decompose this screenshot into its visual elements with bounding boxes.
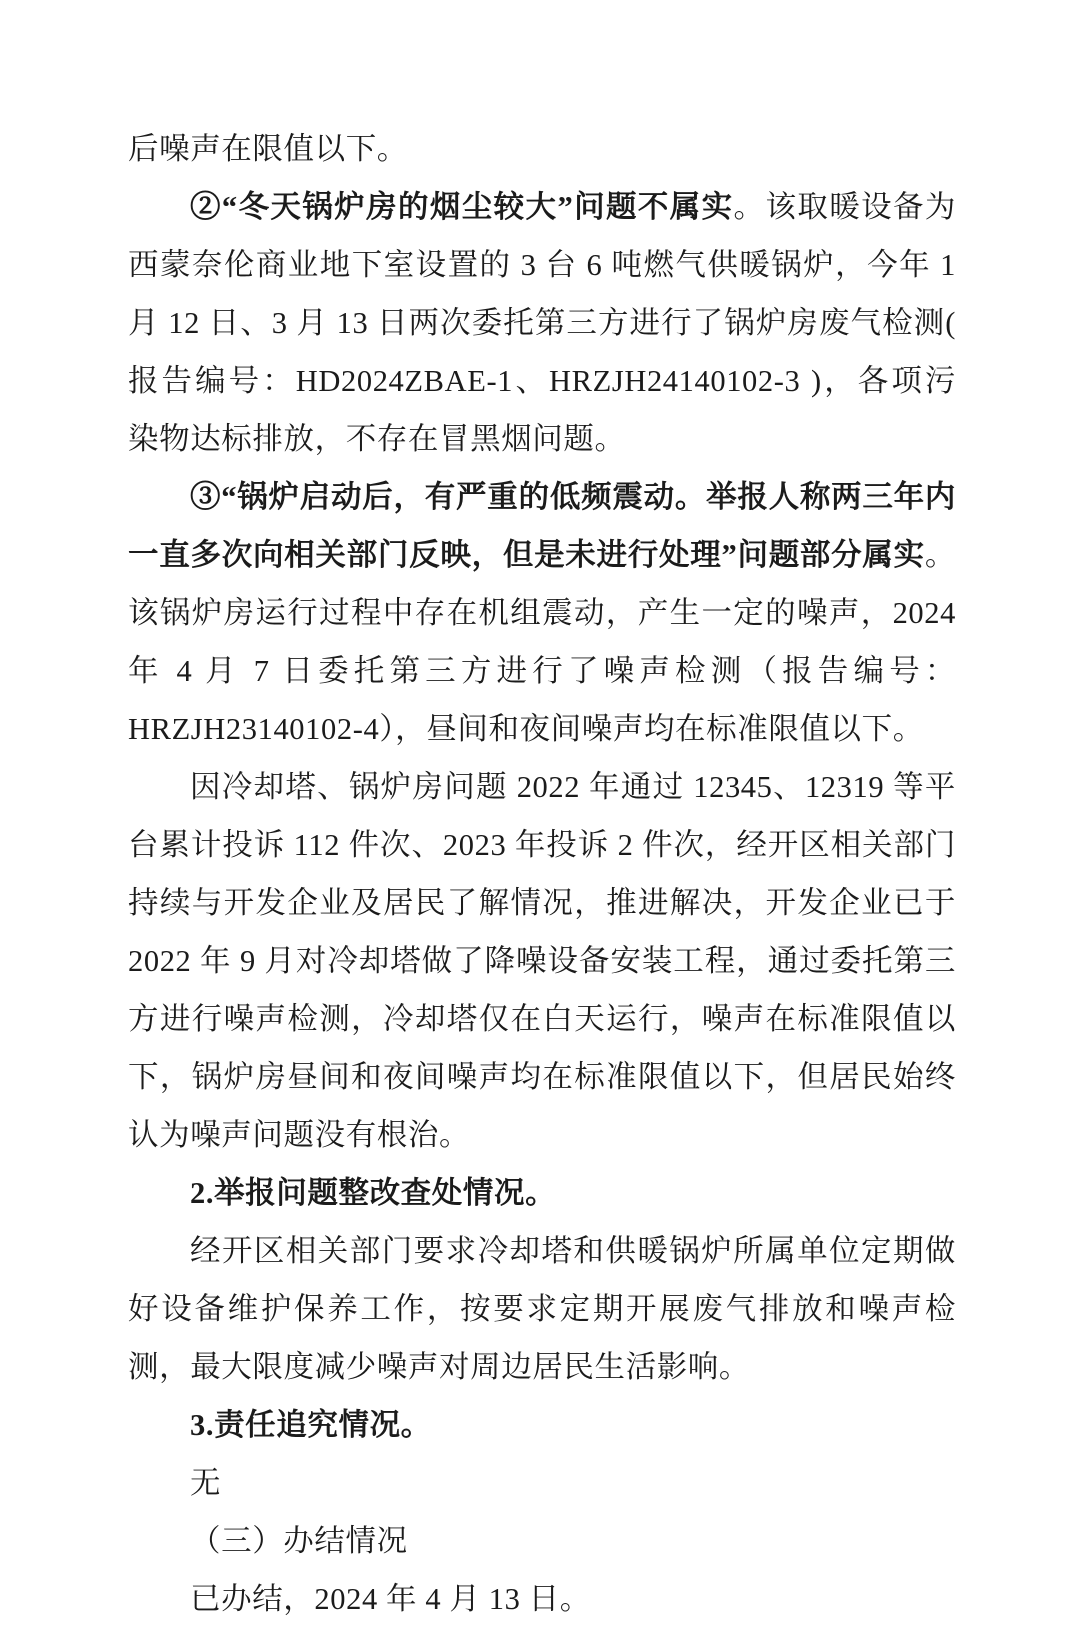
paragraph-closure-date — [128, 1570, 956, 1628]
paragraph-complaint-statistics — [128, 758, 956, 1164]
heading-text: 3.责任追究情况。 — [190, 1408, 432, 1442]
text-run: 。该取暖设备为西蒙奈伦商业地下室设置的 3 台 6 吨燃气供暖锅炉，今年 1 月 12 日、3 月 13 日两次委托第三方进行了锅炉房废气检测( 报告编号：HD2024ZBAE-1、HRZJH24140102-3 )，各项污染物达标排放，不存在冒黑烟问题。 — [128, 190, 956, 456]
paragraph-continuation-noise — [128, 120, 956, 178]
heading-text: 2.举报问题整改查处情况。 — [190, 1176, 557, 1210]
text-run-bold: ③“锅炉启动后，有严重的低频震动。举报人称两三年内一直多次向相关部门反映，但是未进行处理”问题部分属实 — [128, 480, 956, 572]
text-run: 无 — [190, 1466, 222, 1500]
text-run: 经开区相关部门要求冷却塔和供暖锅炉所属单位定期做好设备维护保养工作，按要求定期开展废气排放和噪声检测，最大限度减少噪声对周边居民生活影响。 — [128, 1234, 956, 1384]
text-run-bold: ②“冬天锅炉房的烟尘较大”问题不属实 — [190, 190, 734, 224]
text-run: 因冷却塔、锅炉房问题 2022 年通过 12345、12319 等平台累计投诉 112 件次、2023 年投诉 2 件次，经开区相关部门持续与开发企业及居民了解情况，推进解决，开发企业已于 2022 年 9 月对冷却塔做了降噪设备安装工程，通过委托第三方进行噪声检测，冷却塔仅在白天运行，噪声在标准限值以下，锅炉房昼间和夜间噪声均在标准限值以下，但居民始终认为噪声问题没有根治。 — [128, 770, 956, 1152]
text-run: 。该锅炉房运行过程中存在机组震动，产生一定的噪声，2024 年 4 月 7 日委托第三方进行了噪声检测（报告编号：HRZJH23140102-4），昼间和夜间噪声均在标准限值以下。 — [128, 538, 956, 746]
heading-section-three-closure — [128, 1512, 956, 1570]
heading-3-accountability — [128, 1396, 956, 1454]
paragraph-item-2-boiler-dust — [128, 178, 956, 468]
paragraph-accountability-none — [128, 1454, 956, 1512]
text-run: 已办结，2024 年 4 月 13 日。 — [190, 1582, 591, 1616]
paragraph-rectification-detail — [128, 1222, 956, 1396]
heading-text: （三）办结情况 — [190, 1524, 408, 1558]
text-run: 后噪声在限值以下。 — [128, 132, 408, 166]
heading-2-rectification — [128, 1164, 956, 1222]
document-body — [128, 120, 956, 1628]
paragraph-item-3-low-frequency-vibration — [128, 468, 956, 758]
